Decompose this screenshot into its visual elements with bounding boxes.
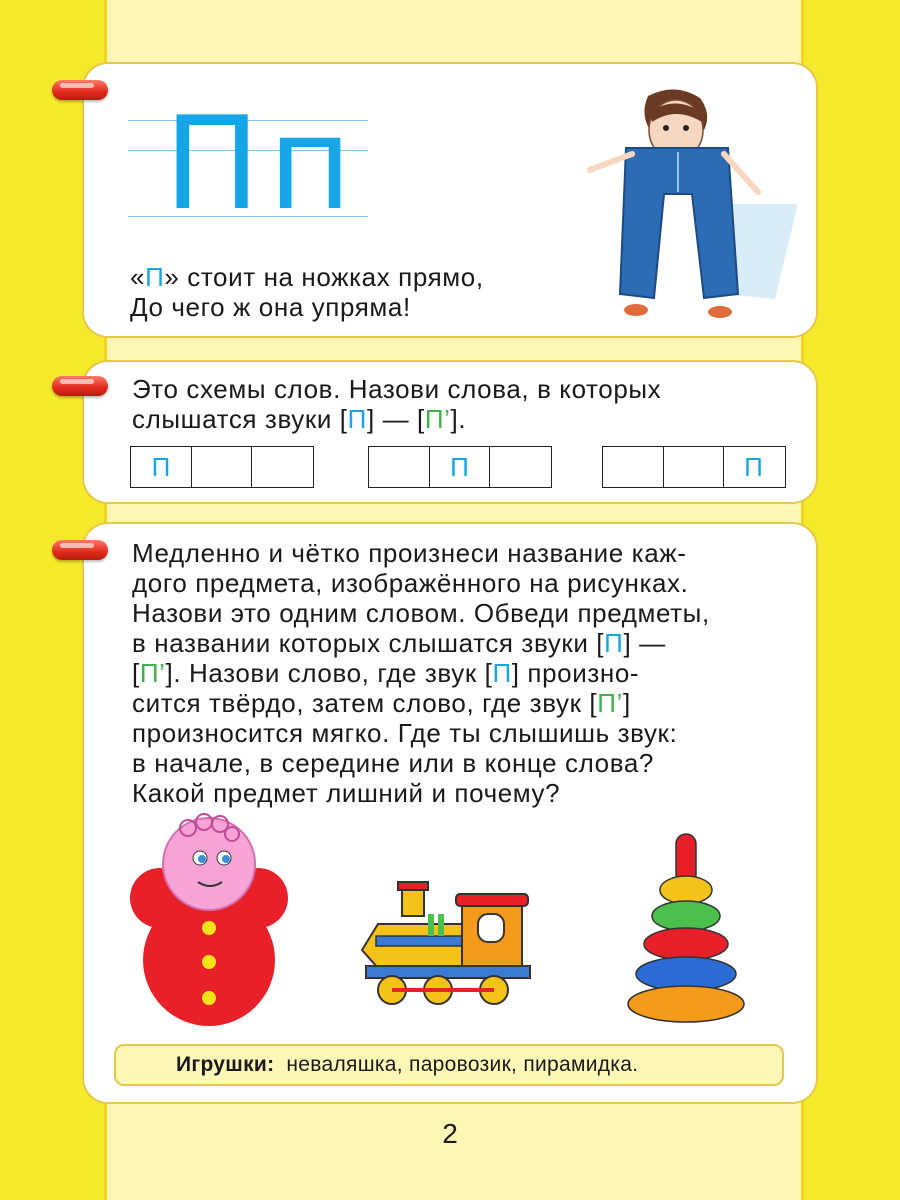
page-number: 2 — [442, 1118, 458, 1149]
tumbler-doll-illustration — [126, 812, 292, 1034]
scheme-cell — [489, 447, 549, 487]
toy-locomotive-illustration — [358, 880, 538, 1010]
word-scheme-1 — [130, 446, 314, 488]
bullet-marker — [52, 540, 108, 560]
bullet-marker — [52, 80, 108, 100]
task-line-4: в названии которых слышатся звуки [П] — — [132, 628, 666, 658]
task-line-3: Назови это одним словом. Обведи предметы, — [132, 598, 710, 628]
scheme-cell: П — [151, 451, 171, 482]
boy-letter-p-illustration — [580, 84, 800, 324]
schemes-line-1: Это схемы слов. Назови слова, в которых — [132, 374, 662, 404]
scheme-cell: П — [429, 447, 489, 487]
scheme-cell — [369, 447, 429, 487]
sound-hard: П — [347, 404, 367, 434]
big-letters: Пп — [164, 90, 360, 239]
toy-pyramid-illustration — [626, 828, 746, 1028]
scheme-cell — [603, 447, 663, 487]
bullet-marker — [52, 376, 108, 396]
word-scheme-2 — [368, 446, 552, 488]
poem-line-2: До чего ж она упряма! — [130, 292, 411, 322]
letter-highlight: П — [145, 262, 165, 292]
sound-soft: П’ — [424, 404, 451, 434]
caption-text: неваляшка, паровозик, пирамидка. — [286, 1053, 639, 1076]
caption-box — [114, 1044, 784, 1086]
letter-display — [128, 90, 368, 239]
scheme-cell — [251, 447, 311, 487]
task-line-9: Какой предмет лишний и почему? — [132, 778, 561, 808]
task-line-1: Медленно и чётко произнеси название каж- — [132, 538, 687, 568]
scheme-cell — [663, 447, 723, 487]
schemes-line-2: слышатся звуки [П] — [П’]. — [132, 404, 467, 434]
task-line-8: в начале, в середине или в конце слова? — [132, 748, 654, 778]
word-scheme-3 — [602, 446, 786, 488]
task-line-5: [П’]. Назови слово, где звук [П] произно- — [132, 658, 640, 688]
caption-label: Игрушки: — [176, 1053, 275, 1076]
scheme-cell — [191, 447, 251, 487]
task-line-2: дого предмета, изображённого на рисунках. — [132, 568, 689, 598]
task-line-6: сится твёрдо, затем слово, где звук [П’] — [132, 688, 631, 718]
scheme-cell: П — [723, 447, 783, 487]
task-line-7: произносится мягко. Где ты слышишь звук: — [132, 718, 678, 748]
poem-line-1: «П» стоит на ножках прямо, — [130, 262, 484, 292]
